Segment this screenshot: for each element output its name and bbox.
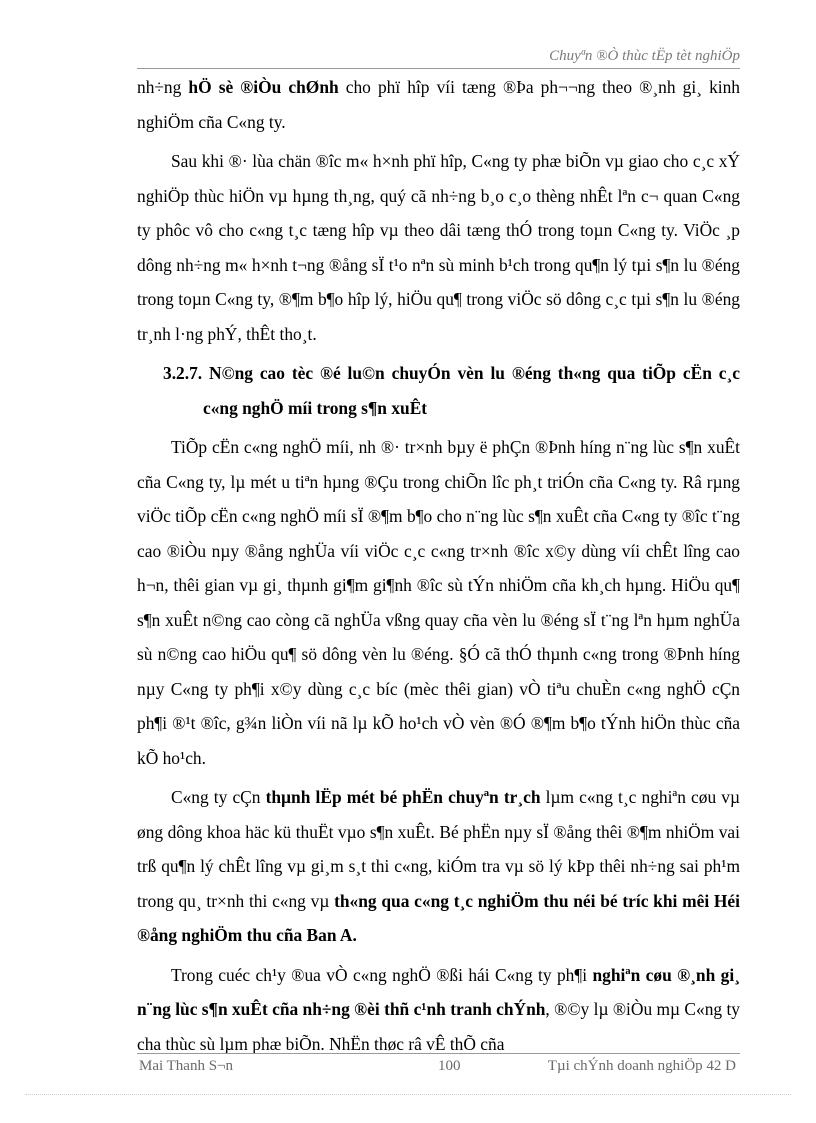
- paragraph-2: Sau khi ®· lùa chän ®îc m« h×nh phï hîp, C«ng ty phæ biÕn vµ giao cho c¸c xÝ nghiÖp thùc hiÖn vµ hµng th¸ng, quý cã nh÷ng b¸o c¸o thèng nhÊt lªn c¬ quan C«ng ty phôc vô cho c«ng t¸c tæng hîp vµ theo dâi tæng thÓ trong toµn C«ng ty. ViÖc ¸p dông nh÷ng m« h×nh t¬ng ®ång sÏ t¹o nªn sù minh b¹ch trong qu¶n lý tµi s¶n lu ®éng trong toµn C«ng ty, ®¶m b¶o hîp lý, hiÖu qu¶ trong viÖc sö dông c¸c tµi s¶n lu ®éng tr¸nh l·ng phÝ, thÊt tho¸t.: [137, 151, 740, 344]
- section-heading: 3.2.7. N©ng cao tèc ®é lu©n chuyÓn vèn lu ®éng th«ng qua tiÕp cËn c¸c c«ng nghÖ míi trong s¶n xuÊt: [163, 363, 740, 418]
- footer-divider: [137, 1053, 740, 1054]
- paragraph-5: [137, 958, 740, 1062]
- paragraph-3: TiÕp cËn c«ng nghÖ míi, nh ®· tr×nh bµy ë phÇn ®Þnh híng n¨ng lùc s¶n xuÊt cña C«ng ty, lµ mét u tiªn hµng ®Çu trong chiÕn lîc ph¸t triÓn cña C«ng ty. Râ rµng viÖc tiÕp cËn c«ng nghÖ míi sÏ ®¶m b¶o cho n¨ng lùc s¶n xuÊt cña C«ng ty ®îc t¨ng cao ®iÒu nµy ®ång nghÜa víi viÖc c¸c c«ng tr×nh ®îc x©y dùng víi chÊt lîng cao h¬n, thêi gian vµ gi¸ thµnh gi¶m gi¶nh ®îc sù tÝn nhiÖm cña kh¸ch hµng. HiÖu qu¶ s¶n xuÊt n©ng cao còng cã nghÜa vßng quay cña vèn lu ®éng sÏ t¨ng lªn hµm nghÜa sù n©ng cao hiÖu qu¶ sö dông vèn lu ®éng. §Ó cã thÓ thµnh c«ng trong ®Þnh híng nµy C«ng ty ph¶i x©y dùng c¸c bíc (mèc thêi gian) vÒ tiªu chuÈn c«ng nghÖ cÇn ph¶i ®¹t ®îc, g¾n liÒn víi nã lµ kÕ ho¹ch vÒ vèn ®Ó ®¶m b¶o tÝnh hiÖn thùc cña kÕ ho¹ch.: [137, 437, 740, 768]
- paragraph-1-text-a: nh÷ng: [137, 77, 189, 97]
- paragraph-1-text-b: cho phï hîp víi tæng ®Þa ph¬¬ng theo ®¸nh gi¸ kinh nghiÖm cña C«ng ty.: [137, 77, 740, 132]
- paragraph-5-text-a: Trong cuéc ch¹y ®ua vÒ c«ng nghÖ ®ßi hái C«ng ty ph¶i: [171, 964, 593, 985]
- page-bottom-edge: [25, 1094, 791, 1095]
- paragraph-4-text-b: lµm c«ng t¸c nghiªn cøu vµ øng dông khoa häc kü thuËt vµo s¶n xuÊt. Bé phËn nµy sÏ ®ång thêi ®¶m nhiÖm vai trß qu¶n lý chÊt lîng vµ gi¸m s¸t thi c«ng, kiÓm tra vµ sö lý kÞp thêi nh÷ng sai ph¹m trong qu¸ tr×nh thi c«ng vµ: [137, 787, 740, 911]
- running-header: Chuyªn ®Ò thùc tËp tèt nghiÖp: [549, 48, 740, 64]
- footer-class: Tµi chÝnh doanh nghiÖp 42 D: [547, 1058, 736, 1074]
- paragraph-5-text-b: , ®©y lµ ®iÒu mµ C«ng ty cha thùc sù lµm phæ biÕn. NhËn thøc râ vÊ thÕ cña: [137, 999, 740, 1054]
- paragraph-5-bold: nghiªn cøu ®¸nh gi¸ n¨ng lùc s¶n xuÊt cña nh÷ng ®èi thñ c¹nh tranh chÝnh: [137, 964, 740, 1019]
- paragraph-1-bold: hÖ sè ®iÒu chØnh: [188, 77, 339, 97]
- paragraph-4-bold-a: thµnh lËp mét bé phËn chuyªn tr¸ch: [265, 787, 541, 807]
- page-footer: [137, 1058, 740, 1080]
- paragraph-4: [137, 780, 740, 953]
- page-body: [137, 70, 740, 1061]
- footer-author: Mai Thanh S¬n: [139, 1058, 234, 1074]
- page-number: 100: [438, 1058, 461, 1074]
- paragraph-4-text-a: C«ng ty cÇn: [171, 787, 266, 807]
- paragraph-1: [137, 70, 740, 139]
- header-divider: [137, 68, 740, 69]
- paragraph-4-bold-b: th«ng qua c«ng t¸c nghiÖm thu néi bé tríc khi mêi Héi ®ång nghiÖm thu cña Ban A.: [137, 890, 740, 945]
